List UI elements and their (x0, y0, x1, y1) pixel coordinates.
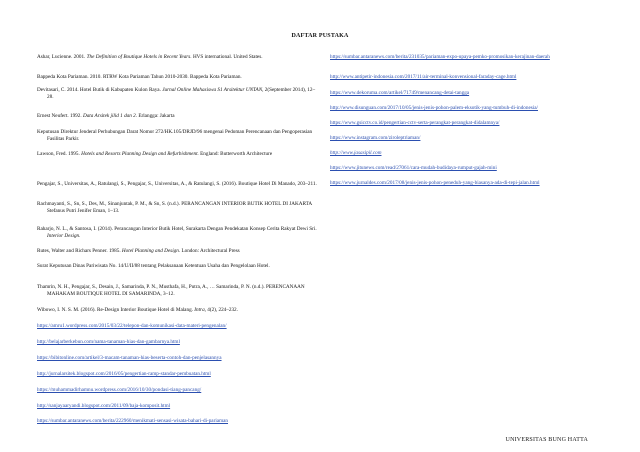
reference-item: Keputusan Direktur Jenderal Perhubungan Darat Nomor 272/HK.105/DRJD/96 mengenai Pedoman Perencanaan dan Pengoperasian Fasilitas Parkir. (37, 129, 313, 142)
reference-link[interactable]: http://www.antipetir-indonesia.com/2017/11/air-terminal-konvensional-faraday-cage.html (330, 74, 517, 80)
reference-link-item (37, 371, 319, 378)
reference-link-item (330, 180, 620, 187)
reference-item: Ernest Neufert. 1992. Data Arsitek jilid 1 dan 2. Erlangga: Jakarta (37, 113, 175, 119)
reference-link[interactable]: http://www.disunguan.com/2017/10/05/jenis-jenis-pohon-palem-eksotik-yang-tumbuh-di-indonesia/ (330, 105, 538, 111)
reference-item: Ashar, Lucienne. 2001. The Definition of Boutique Hotels in Recent Years. HVS international. United States. (37, 54, 263, 60)
reference-item: Raharjo, N. L., & Santosa, I. (2014). Perancangan Interior Butik Hotel, Surakarta Dengan Pendekatan Konsep Cerita Rakyat Dewi Sri. Interior Design. (37, 226, 317, 239)
reference-link-item (330, 135, 620, 142)
reference-item: Surat Keputusan Dinas Pariwisata No. 14/U/II/88 tentang Pelaksanaan Ketentuan Usaha dan Pengelolaan Hotel. (37, 263, 270, 269)
reference-link[interactable]: https://www.gsicctv.co.id/pengertian-cctv-serta-perangkat-perangkat-didalamnya/ (330, 120, 500, 126)
reference-link[interactable]: https://muhammadirhamnu.wordpress.com/2016/10/30/pondasi-tiang-pancang/ (37, 387, 202, 393)
reference-link[interactable]: https://bibitonline.com/artikel/3-macam-tanaman-hias-beserta-contoh-dan-penjelasannya (37, 355, 222, 361)
reference-item: Thamrin, N. H., Pengajar, S., Desain, J., Samarinda, P. N., Musthafa, H., Putra, A., … Samarinda, P. N. (n.d.). PERENCANAAN MAHAKAM BOUTIQUE HOTEL DI SAMARINDA, 3–12. (37, 284, 305, 297)
reference-item: Wibowo, I. N. S. M. (2016). Re-Design Interior Boutique Hotel di Malang. Intra, 4(2), 224–232. (37, 307, 238, 313)
reference-item: Rutes, Walter and Richars Penner. 1985. Hotel Planning and Design. London: Architectural Press (37, 248, 240, 254)
reference-item: Bappeda Kota Pariaman. 2010. RTRW Kota Pariaman Tahun 2010-2030. Bappeda Kota Pariaman. (37, 74, 242, 80)
page-title: DAFTAR PUSTAKA (291, 33, 349, 39)
reference-item: Lawson, Fred. 1995. Hotels and Resorts Planning Design and Refurbishment. England: Butterworth Architecture (37, 151, 273, 157)
reference-link-item (37, 355, 319, 362)
reference-link-item (330, 150, 620, 157)
reference-link[interactable]: https://amru1.wordpress.com/2015/03/22/telepon-dan-komunikasi-data-materi-pengenalan/ (37, 323, 227, 329)
reference-item: Pengajar, S., Universitas, A., Ratulangi, S., Pengajar, S., Universitas, A., & Ratulangi, S. (2016). Boutique Hotel Di Manado, 203–211. (37, 181, 317, 187)
reference-link-item (37, 418, 319, 425)
reference-link[interactable]: https://sumbar.antaranews.com/berita/231035/pariaman-expo-upaya-pemko-promosikan-kerajinan-daerah (330, 54, 550, 60)
reference-link-item (37, 387, 319, 394)
reference-link-item (37, 339, 319, 346)
reference-link[interactable]: https://www.jurnaldes.com/2017/08/jenis-jenis-pohon-peneduh-yang-biasanya-ada-di-tepi-jalan.html (330, 180, 540, 186)
reference-link-item (330, 105, 620, 112)
reference-link[interactable]: http://jurnalarsitek.blogspot.com/2016/05/pengertian-ramp-standar-pembuatan.html (37, 371, 211, 377)
reference-link[interactable]: https://www.dekoruma.com/artikel/71749/menancang-detai-tangga (330, 90, 470, 96)
reference-item: Rachmayanti, S., Sn, S., Des, M., Sinanjuntak, P. M., & Sn, S. (n.d.). PERANCANGAN INTERIOR BUTIK HOTEL DI JAKARTA Stefanus Putri Jenifer Eman, 1–13. (37, 201, 312, 214)
reference-link-item (330, 74, 620, 81)
reference-link[interactable]: https://www.jitunews.com/read/27061/cara-mudah-budidaya-rumput-gajah-mini (330, 165, 497, 171)
reference-link[interactable]: https://www.instagram.com/ziroleptriaman/ (330, 135, 421, 141)
reference-link[interactable]: http://www.jasasipil.com (330, 150, 382, 156)
reference-link-item (330, 120, 620, 127)
reference-link[interactable]: https://sumbar.antaranews.com/berita/222960/menikmati-sensasi-wisata-bahari-di-pariaman (37, 418, 229, 424)
reference-link-item (37, 323, 319, 330)
reference-link[interactable]: http://belajarberkebun.com/nama-tanaman-hias-dan-gambarnya.html (37, 339, 180, 345)
reference-link-item (37, 403, 319, 410)
page-footer: UNIVERSITAS BUNG HATTA (505, 437, 588, 443)
reference-link-item (330, 90, 620, 97)
reference-link-item (330, 54, 620, 61)
reference-item: Devitasari, C. 2014. Hotel Butik di Kabupaten Kulon Raya. Jurnal Online Mahasiswa S1 Arsitektur UNTAN, 2(September 2014), 12–28. (37, 87, 316, 100)
reference-link-item (330, 165, 620, 172)
reference-link[interactable]: http://sanjayaaryandi.blogspot.com/2011/09/baja-komposit.html (37, 403, 171, 409)
